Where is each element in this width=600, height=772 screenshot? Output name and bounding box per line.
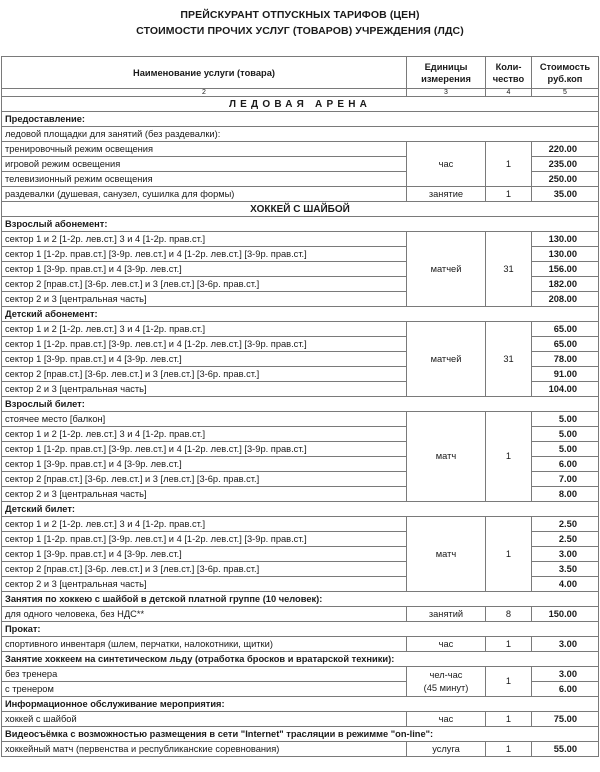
group-row [2, 217, 599, 232]
unit-cell: занятие [407, 187, 486, 202]
qty-cell: 31 [486, 322, 532, 397]
price-cell: 78.00 [532, 352, 599, 367]
qty-cell: 1 [486, 412, 532, 502]
service-name: сектор 2 [прав.ст.] [3-6р. лев.ст.] и 3 [лев.ст.] [3-6р. прав.ст.] [2, 472, 407, 487]
service-name: сектор 2 и 3 [центральная часть] [2, 487, 407, 502]
section-title-arena: ЛЕДОВАЯ АРЕНА [2, 97, 599, 112]
service-name: сектор 1 [1-2р. прав.ст.] [3-9р. лев.ст.] и 4 [1-2р. лев.ст.] [3-9р. прав.ст.] [2, 532, 407, 547]
price-cell: 182.00 [532, 277, 599, 292]
price-cell: 75.00 [532, 712, 599, 727]
table-row [2, 742, 599, 757]
price-cell: 2.50 [532, 517, 599, 532]
service-name: сектор 1 [1-2р. прав.ст.] [3-9р. лев.ст.] и 4 [1-2р. лев.ст.] [3-9р. прав.ст.] [2, 337, 407, 352]
table-row [2, 712, 599, 727]
service-name: хоккей с шайбой [2, 712, 407, 727]
price-cell: 5.00 [532, 427, 599, 442]
price-cell: 5.00 [532, 442, 599, 457]
price-cell: 65.00 [532, 322, 599, 337]
col-number: 4 [486, 89, 532, 97]
group-title: Видеосъёмка с возможностью размещения в сети "Internet" трасляции в режимме "on-line": [2, 727, 599, 742]
table-row [2, 142, 599, 157]
service-name: игровой режим освещения [2, 157, 407, 172]
group-row [2, 397, 599, 412]
price-cell: 235.00 [532, 157, 599, 172]
unit-cell: матч [407, 412, 486, 502]
table-row [2, 322, 599, 337]
price-cell: 130.00 [532, 232, 599, 247]
table-row [2, 232, 599, 247]
service-name: сектор 2 [прав.ст.] [3-6р. лев.ст.] и 3 [лев.ст.] [3-6р. прав.ст.] [2, 562, 407, 577]
service-name: сектор 1 [3-9р. прав.ст.] и 4 [3-9р. лев.ст.] [2, 352, 407, 367]
service-name: раздевалки (душевая, санузел, сушилка для формы) [2, 187, 407, 202]
price-cell: 3.50 [532, 562, 599, 577]
document-title: ПРЕЙСКУРАНТ ОТПУСКНЫХ ТАРИФОВ (ЦЕН) [180, 9, 420, 21]
service-name: сектор 1 [1-2р. прав.ст.] [3-9р. лев.ст.] и 4 [1-2р. лев.ст.] [3-9р. прав.ст.] [2, 247, 407, 262]
price-cell: 65.00 [532, 337, 599, 352]
service-name: сектор 1 [1-2р. прав.ст.] [3-9р. лев.ст.] и 4 [1-2р. лев.ст.] [3-9р. прав.ст.] [2, 442, 407, 457]
price-cell: 130.00 [532, 247, 599, 262]
price-cell: 3.00 [532, 667, 599, 682]
service-name: хоккейный матч (первенства и республиканские соревнования) [2, 742, 407, 757]
price-table [1, 56, 599, 757]
service-name: сектор 1 [3-9р. прав.ст.] и 4 [3-9р. лев.ст.] [2, 262, 407, 277]
col-number: 3 [407, 89, 486, 97]
document-subtitle: СТОИМОСТИ ПРОЧИХ УСЛУГ (ТОВАРОВ) УЧРЕЖДЕНИЯ (ЛДС) [136, 25, 464, 37]
price-cell: 208.00 [532, 292, 599, 307]
group-row [2, 592, 599, 607]
col-header-unit: Единицы измерения [407, 57, 486, 89]
unit-cell: занятий [407, 607, 486, 622]
group-title: Взрослый абонемент: [2, 217, 599, 232]
qty-cell: 1 [486, 187, 532, 202]
unit-cell: час [407, 142, 486, 187]
group-row [2, 652, 599, 667]
service-name: сектор 1 [3-9р. прав.ст.] и 4 [3-9р. лев.ст.] [2, 547, 407, 562]
unit-cell: матчей [407, 322, 486, 397]
group-title: Детский абонемент: [2, 307, 599, 322]
qty-cell: 31 [486, 232, 532, 307]
price-cell: 104.00 [532, 382, 599, 397]
unit-cell: матчей [407, 232, 486, 307]
service-name: сектор 1 и 2 [1-2р. лев.ст.] 3 и 4 [1-2р. прав.ст.] [2, 322, 407, 337]
price-cell: 4.00 [532, 577, 599, 592]
service-name: сектор 2 и 3 [центральная часть] [2, 577, 407, 592]
group-title: Предоставление: [2, 112, 599, 127]
group-title: Взрослый билет: [2, 397, 599, 412]
section-row [2, 202, 599, 217]
group-row [2, 727, 599, 742]
qty-cell: 1 [486, 637, 532, 652]
col-header-name: Наименование услуги (товара) [2, 57, 407, 89]
unit-cell: чел-час (45 минут) [407, 667, 486, 697]
service-name: сектор 1 [3-9р. прав.ст.] и 4 [3-9р. лев.ст.] [2, 457, 407, 472]
service-name: сектор 1 и 2 [1-2р. лев.ст.] 3 и 4 [1-2р. прав.ст.] [2, 427, 407, 442]
col-number: 2 [2, 89, 407, 97]
price-cell: 35.00 [532, 187, 599, 202]
service-name: без тренера [2, 667, 407, 682]
group-row [2, 307, 599, 322]
price-cell: 250.00 [532, 172, 599, 187]
service-name: спортивного инвентаря (шлем, перчатки, налокотники, щитки) [2, 637, 407, 652]
subgroup-row [2, 127, 599, 142]
service-name: с тренером [2, 682, 407, 697]
table-row [2, 412, 599, 427]
table-row [2, 607, 599, 622]
qty-cell: 8 [486, 607, 532, 622]
price-cell: 55.00 [532, 742, 599, 757]
price-cell: 156.00 [532, 262, 599, 277]
column-number-row [2, 89, 599, 97]
col-header-qty: Коли- чество [486, 57, 532, 89]
group-row [2, 622, 599, 637]
table-row [2, 517, 599, 532]
service-name: сектор 2 [прав.ст.] [3-6р. лев.ст.] и 3 [лев.ст.] [3-6р. прав.ст.] [2, 277, 407, 292]
price-cell: 91.00 [532, 367, 599, 382]
service-name: для одного человека, без НДС** [2, 607, 407, 622]
service-name: сектор 1 и 2 [1-2р. лев.ст.] 3 и 4 [1-2р. прав.ст.] [2, 232, 407, 247]
table-row [2, 667, 599, 682]
unit-cell: услуга [407, 742, 486, 757]
group-title: Информационное обслуживание мероприятия: [2, 697, 599, 712]
header-row [2, 57, 599, 89]
col-header-cost: Стоимость руб.коп [532, 57, 599, 89]
price-cell: 6.00 [532, 682, 599, 697]
price-cell: 6.00 [532, 457, 599, 472]
unit-cell: час [407, 637, 486, 652]
table-row [2, 187, 599, 202]
col-number: 5 [532, 89, 599, 97]
unit-cell: матч [407, 517, 486, 592]
group-title: Занятия по хоккею с шайбой в детской платной группе (10 человек): [2, 592, 599, 607]
group-row [2, 112, 599, 127]
qty-cell: 1 [486, 142, 532, 187]
table-row [2, 637, 599, 652]
subgroup-title: ледовой площадки для занятий (без раздевалки): [2, 127, 599, 142]
group-row [2, 502, 599, 517]
price-cell: 3.00 [532, 637, 599, 652]
qty-cell: 1 [486, 742, 532, 757]
group-row [2, 697, 599, 712]
qty-cell: 1 [486, 517, 532, 592]
service-name: сектор 1 и 2 [1-2р. лев.ст.] 3 и 4 [1-2р. прав.ст.] [2, 517, 407, 532]
price-cell: 3.00 [532, 547, 599, 562]
unit-cell: час [407, 712, 486, 727]
price-cell: 150.00 [532, 607, 599, 622]
service-name: сектор 2 и 3 [центральная часть] [2, 382, 407, 397]
service-name: телевизионный режим освещения [2, 172, 407, 187]
price-cell: 5.00 [532, 412, 599, 427]
service-name: сектор 2 [прав.ст.] [3-6р. лев.ст.] и 3 [лев.ст.] [3-6р. прав.ст.] [2, 367, 407, 382]
group-title: Занятие хоккеем на синтетическом льду (отработка бросков и вратарской техники): [2, 652, 599, 667]
service-name: тренировочный режим освещения [2, 142, 407, 157]
price-cell: 2.50 [532, 532, 599, 547]
section-title-hockey: ХОККЕЙ С ШАЙБОЙ [2, 202, 599, 217]
qty-cell: 1 [486, 667, 532, 697]
group-title: Детский билет: [2, 502, 599, 517]
group-title: Прокат: [2, 622, 599, 637]
price-cell: 7.00 [532, 472, 599, 487]
price-cell: 220.00 [532, 142, 599, 157]
service-name: стоячее место [балкон] [2, 412, 407, 427]
section-row [2, 97, 599, 112]
price-cell: 8.00 [532, 487, 599, 502]
service-name: сектор 2 и 3 [центральная часть] [2, 292, 407, 307]
qty-cell: 1 [486, 712, 532, 727]
